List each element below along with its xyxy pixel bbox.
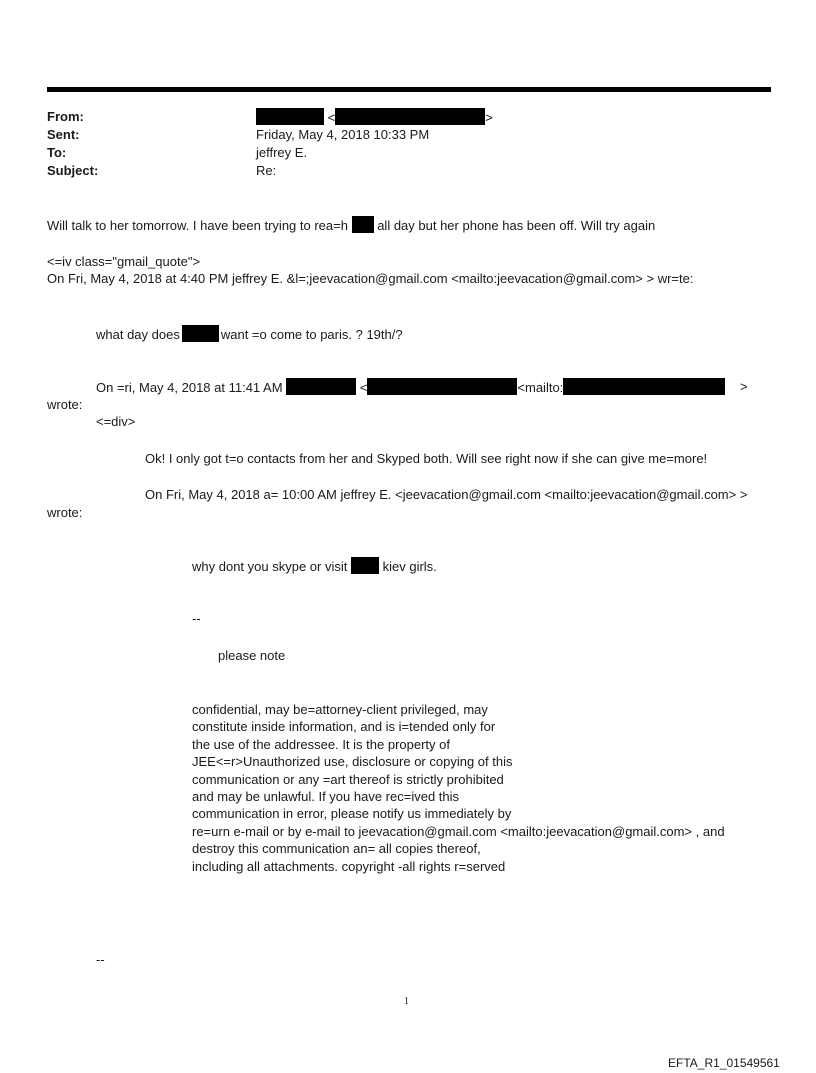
body-text: On =ri, May 4, 2018 at 11:41 AM xyxy=(96,380,283,395)
reply-text: Ok! I only got t=o contacts from her and Skyped both. Will see right now if she can give me=more! xyxy=(145,451,708,466)
div-tag: <=div> xyxy=(96,414,136,429)
from-close-bracket: > xyxy=(485,110,493,125)
body-text: < xyxy=(359,380,368,395)
attr2-close-bracket: > xyxy=(740,379,748,394)
confidentiality-disclaimer xyxy=(192,701,725,875)
body-text: <mailto: xyxy=(517,380,564,395)
body-text: all day but her phone has been off. Will try again xyxy=(377,218,656,233)
end-separator: -- xyxy=(96,952,105,967)
body-line-1 xyxy=(47,216,655,234)
disclaimer-line: and may be unlawful. If you have rec=ived this xyxy=(192,789,460,805)
redaction-box xyxy=(351,557,379,574)
disclaimer-line: re=urn e-mail or by e-mail to jeevacation@gmail.com <mailto:jeevacation@gmail.com> , and xyxy=(192,823,725,839)
from-label: From: xyxy=(47,109,84,124)
disclaimer-line: JEE<=r>Unauthorized use, disclosure or copying of this xyxy=(192,754,513,770)
please-note-text: please note xyxy=(218,648,286,663)
from-open-bracket: < xyxy=(327,110,336,125)
body-text: why dont you skype or visit xyxy=(192,559,348,574)
sent-label: Sent: xyxy=(47,127,80,142)
body-text: what day does xyxy=(96,327,180,342)
quoted-suggestion xyxy=(192,557,437,575)
document-id: EFTA_R1_01549561 xyxy=(668,1056,780,1070)
subject-value: Re: xyxy=(256,163,277,178)
redaction-box xyxy=(563,378,725,395)
disclaimer-line: constitute inside information, and is i=tended only for xyxy=(192,719,496,735)
signature-separator: -- xyxy=(192,611,201,626)
disclaimer-line: confidential, may be=attorney-client privileged, may xyxy=(192,702,488,717)
header-divider-rule xyxy=(47,87,771,92)
from-value xyxy=(256,108,493,127)
subject-label: Subject: xyxy=(47,163,99,178)
disclaimer-line: communication or any =art thereof is strictly prohibited xyxy=(192,771,504,787)
disclaimer-line: destroy this communication an= all copies thereof, xyxy=(192,841,481,857)
quote-attribution-2 xyxy=(96,378,725,396)
quote-attribution-3: On Fri, May 4, 2018 a= 10:00 AM jeffrey E. <jeevacation@gmail.com <mailto:jeevacation@gmail.com> > xyxy=(145,487,748,502)
redaction-box xyxy=(352,216,374,233)
redaction-box xyxy=(182,325,219,342)
disclaimer-line: the use of the addressee. It is the property of xyxy=(192,736,450,752)
body-text: kiev girls. xyxy=(382,559,437,574)
disclaimer-line: including all attachments. copyright -all rights r=served xyxy=(192,858,506,874)
quote-attribution: On Fri, May 4, 2018 at 4:40 PM jeffrey E. &l=;jeevacation@gmail.com <mailto:jeevacation@gmail.com> > wr=te: xyxy=(47,271,694,286)
to-value: jeffrey E. xyxy=(256,145,308,160)
wrote-label: wrote: xyxy=(47,505,83,520)
sent-value: Friday, May 4, 2018 10:33 PM xyxy=(256,127,430,142)
wrote-label: wrote: xyxy=(47,397,83,412)
page-number: 1 xyxy=(404,996,409,1007)
disclaimer-line: communication in error, please notify us immediately by xyxy=(192,806,512,822)
redaction-box xyxy=(256,108,324,125)
redaction-box xyxy=(286,378,356,395)
quoted-question xyxy=(96,325,403,343)
body-text: want =o come to paris. ? 19th/? xyxy=(220,327,403,342)
to-label: To: xyxy=(47,145,67,160)
redaction-box xyxy=(335,108,485,125)
gmail-quote-tag: <=iv class="gmail_quote"> xyxy=(47,254,201,269)
body-text: Will talk to her tomorrow. I have been trying to rea=h xyxy=(47,218,348,233)
redaction-box xyxy=(367,378,517,395)
